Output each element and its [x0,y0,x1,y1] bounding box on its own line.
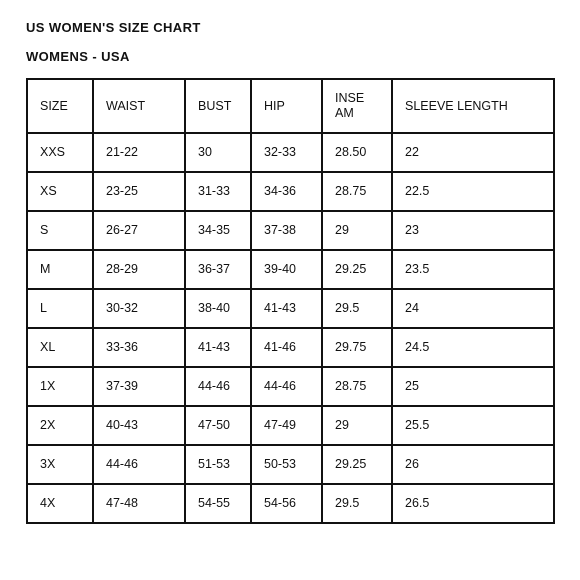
column-header-size: SIZE [27,79,93,133]
table-row [27,328,554,367]
cell-waist: 47-48 [93,484,185,523]
cell-inseam: 29.75 [322,328,392,367]
cell-sleeve-length: 22 [392,133,554,172]
table-row [27,250,554,289]
cell-hip: 39-40 [251,250,322,289]
cell-inseam: 29.25 [322,445,392,484]
cell-inseam: 28.75 [322,367,392,406]
cell-sleeve-length: 24.5 [392,328,554,367]
cell-sleeve-length: 22.5 [392,172,554,211]
cell-inseam: 28.75 [322,172,392,211]
cell-inseam: 29.5 [322,289,392,328]
column-header-waist: WAIST [93,79,185,133]
cell-size: S [27,211,93,250]
cell-hip: 47-49 [251,406,322,445]
cell-waist: 23-25 [93,172,185,211]
cell-waist: 26-27 [93,211,185,250]
cell-waist: 33-36 [93,328,185,367]
cell-sleeve-length: 26 [392,445,554,484]
cell-hip: 41-46 [251,328,322,367]
table-row [27,133,554,172]
cell-sleeve-length: 26.5 [392,484,554,523]
cell-size: 4X [27,484,93,523]
cell-size: 1X [27,367,93,406]
cell-waist: 44-46 [93,445,185,484]
cell-bust: 36-37 [185,250,251,289]
table-header-row [27,79,554,133]
cell-size: XXS [27,133,93,172]
cell-waist: 28-29 [93,250,185,289]
cell-inseam: 29.5 [322,484,392,523]
cell-waist: 21-22 [93,133,185,172]
cell-bust: 34-35 [185,211,251,250]
cell-hip: 50-53 [251,445,322,484]
column-header-hip: HIP [251,79,322,133]
column-header-inseam: INSEAM [322,79,392,133]
cell-sleeve-length: 25 [392,367,554,406]
cell-hip: 44-46 [251,367,322,406]
table-row [27,445,554,484]
cell-bust: 51-53 [185,445,251,484]
column-header-bust: BUST [185,79,251,133]
cell-inseam: 29.25 [322,250,392,289]
cell-size: L [27,289,93,328]
cell-size: 3X [27,445,93,484]
table-row [27,211,554,250]
cell-hip: 34-36 [251,172,322,211]
cell-bust: 54-55 [185,484,251,523]
cell-inseam: 29 [322,406,392,445]
cell-waist: 40-43 [93,406,185,445]
cell-sleeve-length: 24 [392,289,554,328]
cell-bust: 47-50 [185,406,251,445]
page-title: US WOMEN'S SIZE CHART [26,20,201,35]
cell-hip: 32-33 [251,133,322,172]
table-row [27,484,554,523]
cell-bust: 44-46 [185,367,251,406]
cell-sleeve-length: 23 [392,211,554,250]
cell-size: XL [27,328,93,367]
cell-size: 2X [27,406,93,445]
cell-hip: 41-43 [251,289,322,328]
cell-bust: 38-40 [185,289,251,328]
size-chart-table [26,78,555,524]
cell-size: M [27,250,93,289]
page-subtitle: WOMENS - USA [26,49,130,64]
table-row [27,172,554,211]
cell-sleeve-length: 25.5 [392,406,554,445]
cell-hip: 37-38 [251,211,322,250]
cell-waist: 37-39 [93,367,185,406]
cell-bust: 30 [185,133,251,172]
column-header-sleeve-length: SLEEVE LENGTH [392,79,554,133]
cell-waist: 30-32 [93,289,185,328]
cell-inseam: 29 [322,211,392,250]
cell-sleeve-length: 23.5 [392,250,554,289]
cell-bust: 31-33 [185,172,251,211]
cell-inseam: 28.50 [322,133,392,172]
cell-bust: 41-43 [185,328,251,367]
table-row [27,406,554,445]
table-row [27,289,554,328]
cell-hip: 54-56 [251,484,322,523]
table-row [27,367,554,406]
cell-size: XS [27,172,93,211]
